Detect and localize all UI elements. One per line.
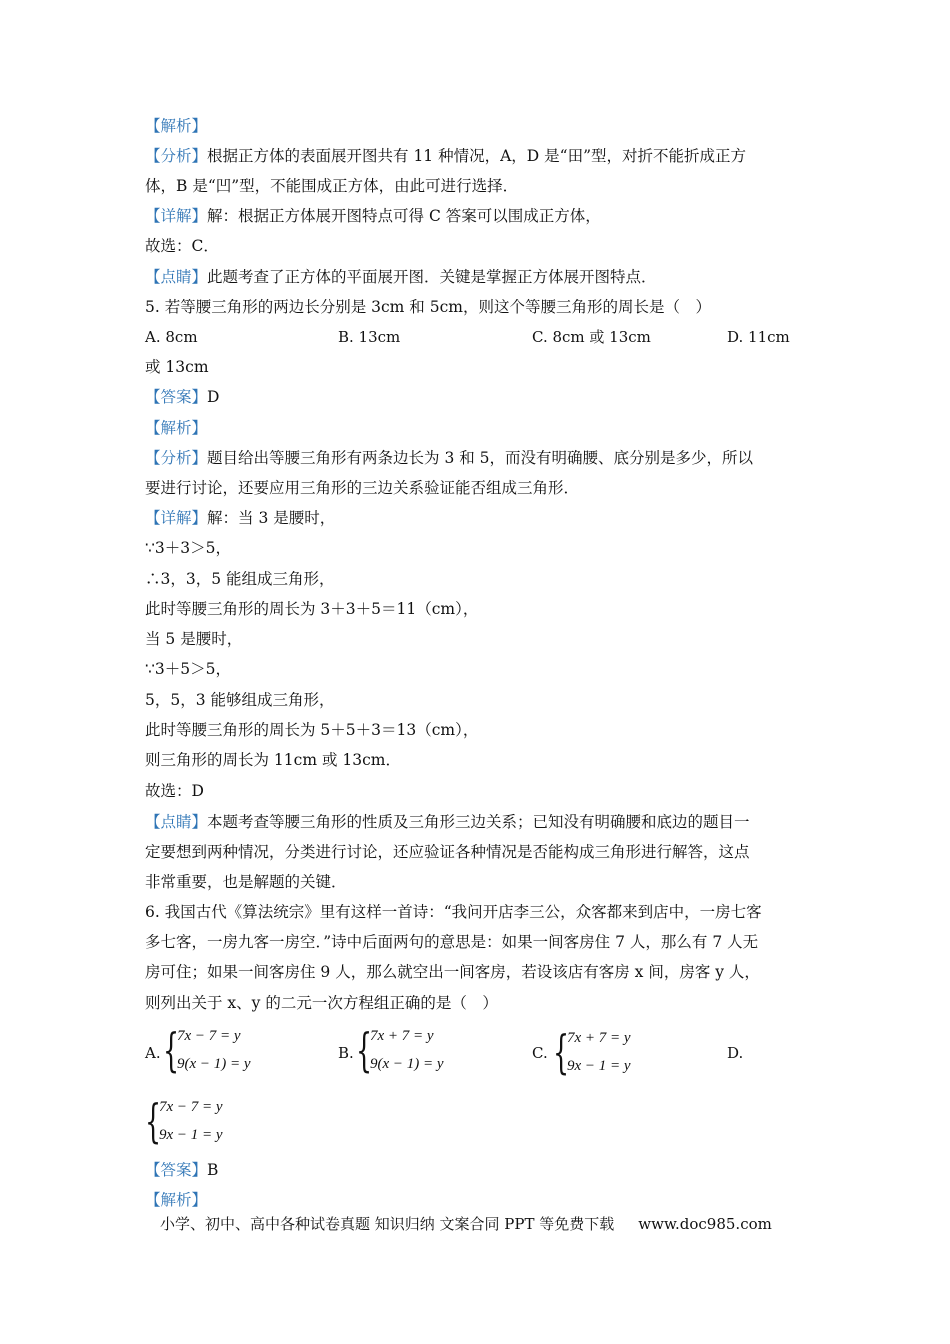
fenxi-text: 题目给出等腰三角形有两条边长为 3 和 5，而没有明确腰、底分别是多少，所以 bbox=[207, 449, 754, 467]
q6-line-4: 则列出关于 x、y 的二元一次方程组正确的是（ ） bbox=[145, 994, 498, 1012]
q6-line-1: 6. 我国古代《算法统宗》里有这样一首诗：“我问开店李三公，众客都来到店中，一房七客 bbox=[145, 903, 762, 921]
q5-answer bbox=[145, 387, 219, 407]
answer-value: B bbox=[207, 1161, 219, 1179]
q5-fenxi-1 bbox=[145, 448, 753, 468]
equation: 9x − 1 = y bbox=[567, 1058, 631, 1074]
brace-icon: { bbox=[163, 1023, 180, 1077]
q6-line-2: 多七客，一房九客一房空．”诗中后面两句的意思是：如果一间客房住 7 人，那么有 7 人无 bbox=[145, 933, 759, 951]
xiangjie-text: 解：当 3 是腰时， bbox=[207, 509, 336, 527]
q5-step: 5，5，3 能够组成三角形， bbox=[145, 691, 335, 709]
q5-option-b: B. 13cm bbox=[338, 328, 401, 346]
footer-text: 小学、初中、高中各种试卷真题 知识归纳 文案合同 PPT 等免费下载 bbox=[160, 1215, 615, 1233]
equation: 9(x − 1) = y bbox=[177, 1056, 251, 1072]
xiangjie-line bbox=[145, 206, 601, 226]
tag: 【详解】 bbox=[145, 509, 208, 527]
q6-option-b-label: B. bbox=[338, 1044, 354, 1062]
dianjing-line bbox=[145, 267, 657, 287]
q5-step: ∴3，3，5 能组成三角形， bbox=[145, 570, 335, 588]
q5-step: 此时等腰三角形的周长为 5＋5＋3＝13（cm）， bbox=[145, 721, 479, 739]
q5-option-d-cont: 或 13cm bbox=[145, 358, 209, 376]
q5-dianjing-2: 定要想到两种情况，分类进行讨论，还应验证各种情况是否能构成三角形进行解答，这点 bbox=[145, 843, 750, 861]
brace-icon: { bbox=[145, 1094, 162, 1148]
tag: 【详解】 bbox=[145, 207, 208, 225]
tag: 【点睛】 bbox=[145, 813, 208, 831]
footer-url[interactable]: www.doc985.com bbox=[638, 1215, 772, 1233]
q5-fenxi-2: 要进行讨论，还要应用三角形的三边关系验证能否组成三角形． bbox=[145, 479, 580, 497]
equation: 7x + 7 = y bbox=[567, 1030, 631, 1046]
dianjing-text: 此题考查了正方体的平面展开图．关键是掌握正方体展开图特点． bbox=[207, 268, 657, 286]
tag: 【分析】 bbox=[145, 449, 208, 467]
brace-icon: { bbox=[356, 1023, 373, 1077]
tag: 【解析】 bbox=[145, 419, 208, 437]
guxuan-line: 故选：C． bbox=[145, 237, 219, 255]
fenxi-line-2: 体，B 是“凹”型，不能围成正方体，由此可进行选择． bbox=[145, 177, 519, 195]
equation: 9x − 1 = y bbox=[159, 1127, 223, 1143]
jiexi-heading-1 bbox=[145, 116, 207, 136]
tag: 【答案】 bbox=[145, 388, 208, 406]
q6-option-b-system bbox=[356, 1022, 444, 1078]
q5-step: ∵3＋5＞5， bbox=[145, 660, 231, 678]
tag: 【解析】 bbox=[145, 1191, 208, 1209]
equation: 7x − 7 = y bbox=[159, 1099, 223, 1115]
q5-dianjing-3: 非常重要，也是解题的关键． bbox=[145, 873, 347, 891]
q6-jiexi bbox=[145, 1190, 207, 1210]
brace-icon: { bbox=[553, 1025, 570, 1079]
q5-step: 则三角形的周长为 11cm 或 13cm． bbox=[145, 751, 401, 769]
q5-step: 故选：D bbox=[145, 782, 204, 800]
fenxi-text: 根据正方体的表面展开图共有 11 种情况，A，D 是“田”型，对折不能折成正方 bbox=[207, 147, 746, 165]
equation: 7x − 7 = y bbox=[177, 1028, 241, 1044]
tag: 【解析】 bbox=[145, 117, 208, 135]
page-footer bbox=[160, 1214, 772, 1234]
q6-option-d-label: D. bbox=[727, 1044, 744, 1062]
dianjing-text: 本题考查等腰三角形的性质及三角形三边关系；已知没有明确腰和底边的题目一 bbox=[207, 813, 750, 831]
q5-option-d: D. 11cm bbox=[727, 328, 790, 346]
q5-option-c: C. 8cm 或 13cm bbox=[532, 328, 651, 346]
q5-option-a: A. 8cm bbox=[145, 328, 198, 346]
xiangjie-text: 解：根据正方体展开图特点可得 C 答案可以围成正方体， bbox=[207, 207, 601, 225]
q5-xiangjie bbox=[145, 508, 335, 528]
q6-option-c-system bbox=[553, 1024, 631, 1080]
q5-jiexi bbox=[145, 418, 207, 438]
q6-option-c-label: C. bbox=[532, 1044, 548, 1062]
fenxi-line-1 bbox=[145, 146, 746, 166]
q6-line-3: 房可住；如果一间客房住 9 人，那么就空出一间客房，若设该店有客房 x 间，房客 y 人， bbox=[145, 963, 760, 981]
tag: 【分析】 bbox=[145, 147, 208, 165]
tag: 【点睛】 bbox=[145, 268, 208, 286]
equation: 7x + 7 = y bbox=[370, 1028, 434, 1044]
q6-option-a-system bbox=[163, 1022, 251, 1078]
q5-step: 此时等腰三角形的周长为 3＋3＋5＝11（cm）， bbox=[145, 600, 479, 618]
equation: 9(x − 1) = y bbox=[370, 1056, 444, 1072]
q6-answer bbox=[145, 1160, 218, 1180]
q5-step: ∵3＋3＞5， bbox=[145, 539, 231, 557]
q6-option-a-label: A. bbox=[145, 1044, 161, 1062]
q5-step: 当 5 是腰时， bbox=[145, 630, 243, 648]
answer-value: D bbox=[207, 388, 220, 406]
tag: 【答案】 bbox=[145, 1161, 208, 1179]
q6-option-d-system bbox=[145, 1093, 223, 1149]
q5-dianjing-1 bbox=[145, 812, 750, 832]
q5-stem: 5. 若等腰三角形的两边长分别是 3cm 和 5cm，则这个等腰三角形的周长是（ ） bbox=[145, 298, 711, 316]
